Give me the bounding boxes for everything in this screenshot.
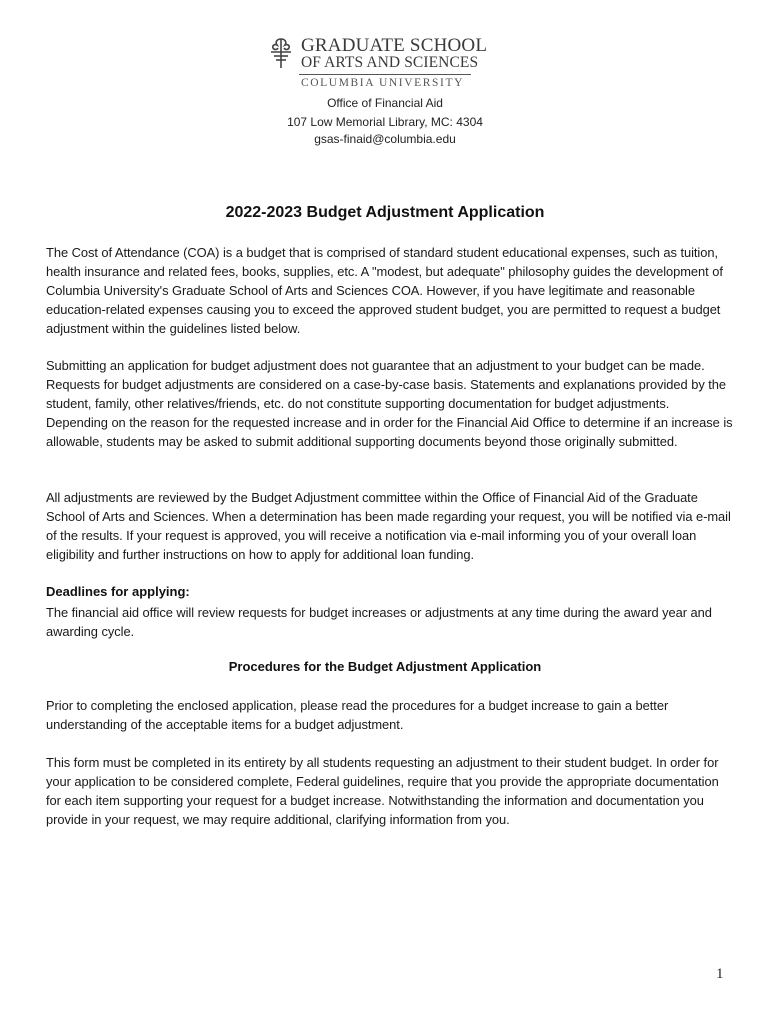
procedures-paragraph-2: This form must be completed in its entirety by all students requesting an adjustment to their student budget. In order for your application to be considered complete, Federal guidelines, require that you provide the appropriate documentation for each item supporting your request for a budget increase. Notwithstanding the information and documentation you provide in your request, we may require additional, clarifying information from you. xyxy=(46,755,719,827)
guarantee-paragraph: Submitting an application for budget adjustment does not guarantee that an adjustment to your budget can be made. Requests for budget adjustments are considered on a case-by-case basis. Statements and explanations provided by the student, family, other relatives/friends, etc. do not constitute supporting documentation for budget adjustments. Depending on the reason for the requested increase and in order for the Financial Aid Office to determine if an increase is allowable, students may be asked to submit additional supporting documents beyond those originally submitted. xyxy=(46,358,733,449)
intro-paragraph: The Cost of Attendance (COA) is a budget that is comprised of standard student educational expenses, such as tuition, health insurance and related fees, books, supplies, etc. A "modest, but adequate" philosophy guides the development of Columbia University's Graduate School of Arts and Sciences COA. However, if you have legitimate and reasonable education-related expenses causing you to exceed the approved student budget, you are permitted to request a budget adjustment within the guidelines listed below. xyxy=(46,245,723,336)
logo-line-3: COLUMBIA UNIVERSITY xyxy=(301,77,464,89)
page-number: 1 xyxy=(716,966,724,982)
office-email[interactable]: gsas-finaid@columbia.edu xyxy=(314,132,456,146)
review-paragraph: All adjustments are reviewed by the Budget Adjustment committee within the Office of Financial Aid of the Graduate School of Arts and Sciences. When a determination has been made regarding your request, you will be notified via e-mail of the results. If your request is approved, you will receive a notification via e-mail informing you of your overall loan eligibility and further instructions on how to apply for additional loan funding. xyxy=(46,490,731,562)
crown-lamp-icon xyxy=(266,36,296,70)
deadlines-heading: Deadlines for applying: xyxy=(46,584,190,599)
office-name: Office of Financial Aid xyxy=(327,96,443,110)
deadlines-paragraph: The financial aid office will review requests for budget increases or adjustments at any time during the award year and awarding cycle. xyxy=(46,605,712,639)
procedures-paragraph-1: Prior to completing the enclosed application, please read the procedures for a budget increase to gain a better understanding of the acceptable items for a budget adjustment. xyxy=(46,698,669,732)
gsas-logo xyxy=(266,34,488,92)
document-title: 2022-2023 Budget Adjustment Application xyxy=(225,204,545,221)
logo-line-2: OF ARTS AND SCIENCES xyxy=(301,54,479,71)
office-address: 107 Low Memorial Library, MC: 4304 xyxy=(287,115,483,129)
logo-line-1: GRADUATE SCHOOL xyxy=(301,35,488,56)
procedures-heading: Procedures for the Budget Adjustment Application xyxy=(228,659,542,674)
logo-divider xyxy=(299,74,471,75)
